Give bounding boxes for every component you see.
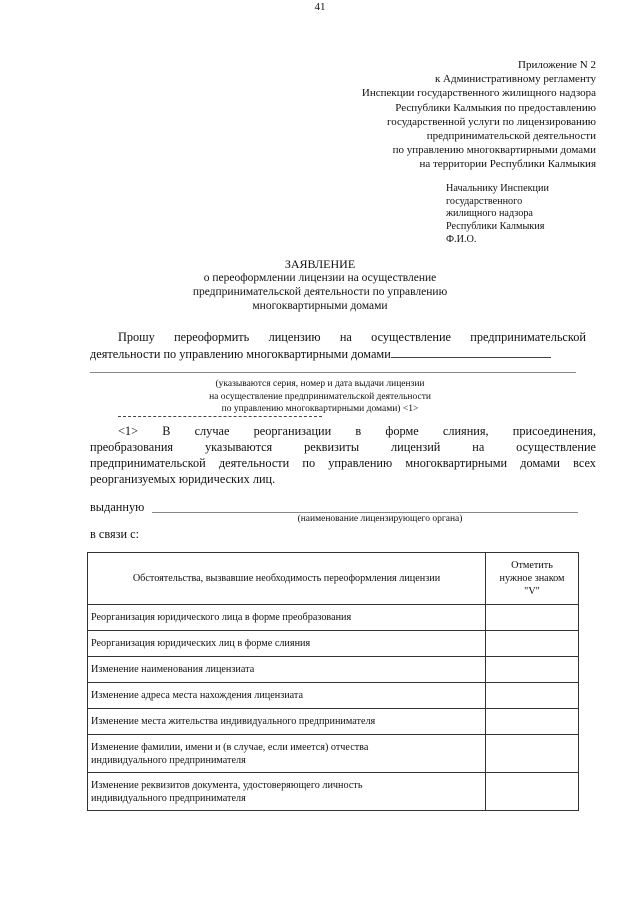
mark-cell[interactable]	[486, 631, 579, 657]
footnote-word: лицензий	[391, 440, 441, 454]
license-details-field[interactable]	[391, 346, 551, 358]
addressee-line: Ф.И.О.	[446, 233, 477, 245]
footnote-word: домами	[520, 456, 560, 470]
license-details-line[interactable]	[90, 372, 576, 373]
header-circumstances: Обстоятельства, вызвавшие необходимость переоформления лицензии	[88, 553, 486, 605]
mark-cell[interactable]	[486, 683, 579, 709]
appendix-header	[256, 58, 596, 172]
footnote-word: предпринимательской	[90, 456, 206, 470]
circumstance-cell: Реорганизация юридических лиц в форме слияния	[88, 631, 486, 657]
footnote-word: указываются	[204, 440, 273, 454]
request-line-1	[118, 330, 586, 345]
hint-line: (указываются серия, номер и дата выдачи лицензии	[215, 379, 425, 389]
appendix-line: к Административному регламенту	[434, 73, 596, 86]
footnote-word: по	[302, 456, 316, 470]
issued-label: выданную	[90, 500, 145, 514]
header-mark-line: Отметить	[511, 560, 553, 571]
license-hint	[170, 378, 470, 416]
appendix-line: по управлению многоквартирными домами	[392, 144, 596, 157]
subtitle-line: о переоформлении лицензии на осуществление	[203, 272, 437, 284]
circumstance-line: Изменение фамилии, имени и (в случае, если имеется) отчества	[91, 741, 369, 753]
request-word: предпринимательской	[470, 330, 586, 344]
footnote-word: присоединения,	[512, 424, 596, 438]
request-word: осуществление	[371, 330, 451, 344]
footnote-line-3	[90, 456, 596, 471]
footnote-word: <1>	[118, 424, 139, 438]
addressee-line: государственного	[446, 195, 523, 207]
table-row	[88, 683, 579, 709]
mark-cell[interactable]	[486, 657, 579, 683]
hint-line: по управлению многоквартирными домами) <1>	[221, 404, 419, 414]
circumstance-cell: Изменение адреса места нахождения лицензиата	[88, 683, 486, 709]
table-row	[88, 657, 579, 683]
footnote-word: случае	[194, 424, 230, 438]
circumstance-cell: Реорганизация юридического лица в форме преобразования	[88, 605, 486, 631]
request-word: лицензию	[268, 330, 321, 344]
hint-line: на осуществление предпринимательской деятельности	[209, 391, 431, 402]
addressee-line: Республики Калмыкия	[446, 221, 545, 233]
footnote-word: слияния,	[442, 424, 489, 438]
footnote-word: всех	[573, 456, 596, 470]
request-line-2	[90, 346, 596, 362]
appendix-line: Республики Калмыкия по предоставлению	[395, 101, 596, 114]
footnote-word: многоквартирными	[405, 456, 508, 470]
table-row	[88, 735, 579, 773]
appendix-line: на территории Республики Калмыкия	[419, 158, 596, 171]
header-mark-line: нужное знаком	[499, 573, 565, 584]
document-title: ЗАЯВЛЕНИЕ	[284, 257, 356, 271]
circumstance-line: Изменение реквизитов документа, удостоверяющего личность	[91, 779, 363, 791]
header-mark	[486, 553, 579, 605]
addressee-line: Начальнику Инспекции	[446, 183, 549, 194]
table-row	[88, 631, 579, 657]
page-number: 41	[314, 1, 326, 13]
footnote-line-2	[90, 440, 596, 455]
appendix-line: Приложение N 2	[518, 59, 596, 71]
footnote-word: реорганизации	[253, 424, 332, 438]
addressee-line: жилищного надзора	[446, 208, 533, 220]
table-row	[88, 605, 579, 631]
request-line-2-text: деятельности по управлению многоквартирными домами	[90, 347, 391, 361]
footnote-word: форме	[385, 424, 419, 438]
circumstance-cell: Изменение наименования лицензиата	[88, 657, 486, 683]
header-mark-line: "V"	[524, 586, 540, 597]
footnote-line-4: реорганизуемых юридических лиц.	[90, 472, 276, 486]
circumstance-line: индивидуального предпринимателя	[91, 792, 246, 804]
circumstance-cell	[88, 735, 486, 773]
table-row	[88, 773, 579, 811]
request-word: переоформить	[174, 330, 250, 344]
footnote-separator	[118, 416, 322, 417]
footnote-word: управлению	[328, 456, 393, 470]
appendix-line: Инспекции государственного жилищного надзора	[361, 87, 596, 100]
footnote-word: осуществление	[516, 440, 596, 454]
circumstances-table	[87, 552, 579, 811]
footnote-word: реквизиты	[304, 440, 360, 454]
subtitle-line: предпринимательской деятельности по управлению	[192, 286, 448, 298]
subtitle-line: многоквартирными домами	[252, 300, 388, 312]
footnote-word: преобразования	[90, 440, 174, 454]
circumstance-line: индивидуального предпринимателя	[91, 754, 246, 766]
footnote-word: в	[355, 424, 362, 438]
mark-cell[interactable]	[486, 735, 579, 773]
mark-cell[interactable]	[486, 773, 579, 811]
circumstance-cell: Изменение места жительства индивидуального предпринимателя	[88, 709, 486, 735]
table-header-row	[88, 553, 579, 605]
addressee-block	[446, 183, 616, 247]
footnote-word: на	[472, 440, 485, 454]
footnote-line-1	[118, 424, 596, 439]
footnote-word: В	[162, 424, 171, 438]
table-row	[88, 709, 579, 735]
issued-hint: (наименование лицензирующего органа)	[297, 514, 463, 524]
appendix-line: предпринимательской деятельности	[426, 130, 596, 143]
request-word: на	[339, 330, 352, 344]
mark-cell[interactable]	[486, 709, 579, 735]
in-connection-label: в связи с:	[90, 527, 140, 541]
appendix-line: государственной услуги по лицензированию	[387, 115, 596, 128]
circumstance-cell	[88, 773, 486, 811]
request-word: Прошу	[118, 330, 155, 344]
document-subtitle	[0, 271, 640, 313]
mark-cell[interactable]	[486, 605, 579, 631]
footnote-word: деятельности	[218, 456, 290, 470]
